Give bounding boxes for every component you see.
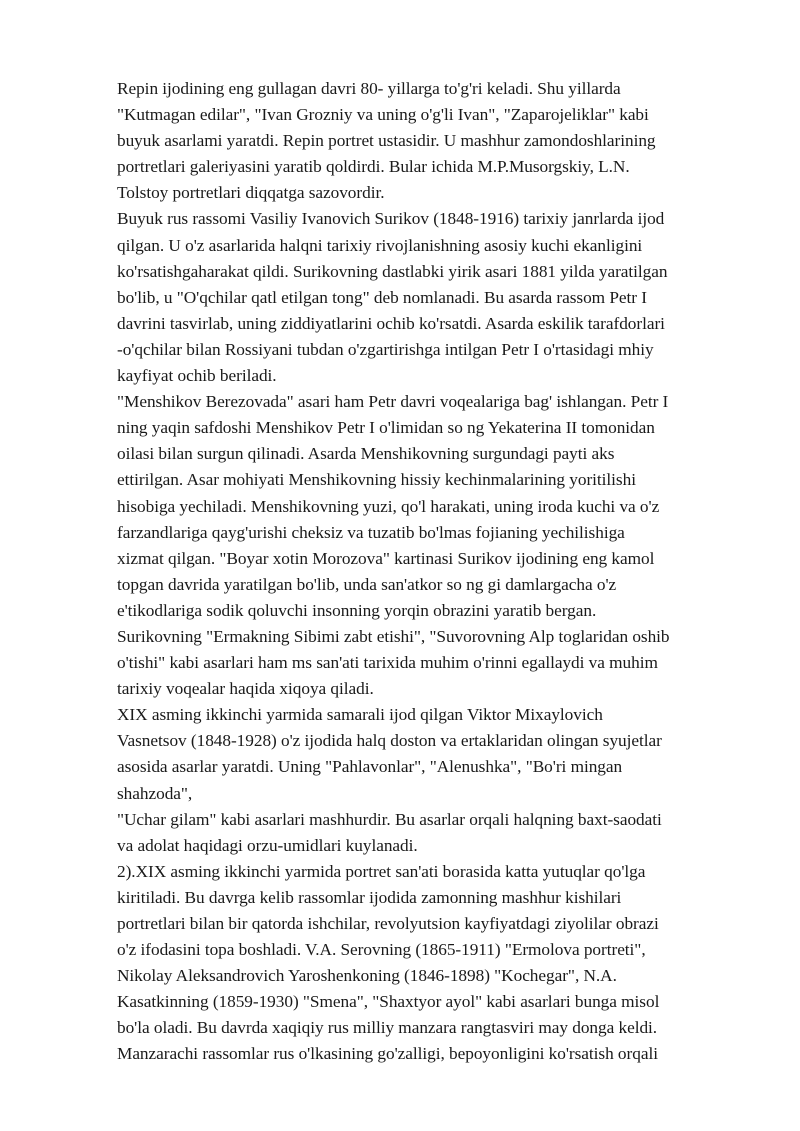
text-line: va adolat haqidagi orzu-umidlari kuylanadi. (117, 835, 418, 855)
text-line: shahzoda", (117, 783, 193, 803)
text-line: ning yaqin safdoshi Menshikov Petr I o'limidan so ng Yekaterina II tomonidan (117, 418, 655, 438)
text-line: "Kutmagan edilar", "Ivan Grozniy va uning o'g'li Ivan", "Zaparojeliklar" kabi (117, 105, 649, 125)
text-line: Buyuk rus rassomi Vasiliy Ivanovich Surikov (1848-1916) tarixiy janrlarda ijod (117, 209, 665, 229)
text-line: ko'rsatishgaharakat qildi. Surikovning dastlabki yirik asari 1881 yilda yaratilgan (117, 261, 668, 281)
text-line: xizmat qilgan. "Boyar xotin Morozova" kartinasi Surikov ijodining eng kamol (117, 548, 655, 568)
text-line: Repin ijodining eng gullagan davri 80- yillarga to'g'ri keladi. Shu yillarda (117, 79, 621, 98)
document-page (117, 76, 747, 1068)
text-line: bo'la oladi. Bu davrda xaqiqiy rus milliy manzara rangtasviri may donga keldi. (117, 1018, 658, 1038)
text-line: Nikolay Aleksandrovich Yaroshenkoning (1846-1898) "Kochegar", N.A. (117, 966, 617, 986)
text-line: buyuk asarlami yaratdi. Repin portret ustasidir. U mashhur zamondoshlarining (117, 131, 656, 151)
paragraph (117, 807, 747, 859)
text-line: 2).XIX asming ikkinchi yarmida portret san'ati borasida katta yutuqlar qo'lga (117, 861, 646, 881)
text-line: Vasnetsov (1848-1928) o'z ijodida halq doston va ertaklaridan olingan syujetlar (117, 731, 662, 751)
paragraph (117, 206, 747, 389)
text-line: Manzarachi rassomlar rus o'lkasining go'zalligi, bepoyonligini ko'rsatish orqali (117, 1044, 658, 1064)
paragraph (117, 389, 747, 702)
text-line: o'tishi" kabi asarlari ham ms san'ati tarixida muhim o'rinni egallaydi va muhim (117, 653, 658, 673)
text-line: qilgan. U o'z asarlarida halqni tarixiy rivojlanishning asosiy kuchi ekanligini (117, 235, 643, 255)
text-line: "Menshikov Berezovada" asari ham Petr davri voqealariga bag' ishlangan. Petr I (117, 392, 669, 412)
text-line: ettirilgan. Asar mohiyati Menshikovning hissiy kechinmalarining yoritilishi (117, 470, 636, 490)
text-line: Kasatkinning (1859-1930) "Smena", "Shaxtyor ayol" kabi asarlari bunga misol (117, 992, 660, 1012)
text-line: -o'qchilar bilan Rossiyani tubdan o'zgartirishga intilgan Petr I o'rtasidagi mhiy (117, 339, 654, 359)
text-line: hisobiga yechiladi. Menshikovning yuzi, qo'l harakati, uning iroda kuchi va o'z (117, 496, 660, 516)
text-line: Tolstoy portretlari diqqatga sazovordir. (117, 183, 385, 203)
text-line: topgan davrida yaratilgan bo'lib, unda san'atkor so ng gi damlargacha o'z (117, 574, 617, 594)
text-line: farzandlariga qayg'urishi cheksiz va tuzatib bo'lmas fojianing yechilishiga (117, 522, 625, 542)
text-line: oilasi bilan surgun qilinadi. Asarda Menshikovning surgundagi payti aks (117, 444, 615, 464)
text-line: portretlari galeriyasini yaratib qoldirdi. Bular ichida M.P.Musorgskiy, L.N. (117, 157, 630, 177)
text-line: XIX asming ikkinchi yarmida samarali ijod qilgan Viktor Mixaylovich (117, 705, 603, 725)
text-line: bo'lib, u "O'qchilar qatl etilgan tong" deb nomlanadi. Bu asarda rassom Petr I (117, 287, 647, 307)
text-line: o'z ifodasini topa boshladi. V.A. Serovning (1865-1911) "Ermolova portreti", (117, 940, 646, 960)
text-line: asosida asarlar yaratdi. Uning "Pahlavonlar", "Alenushka", "Bo'ri mingan (117, 757, 623, 777)
text-line: "Uchar gilam" kabi asarlari mashhurdir. Bu asarlar orqali halqning baxt-saodati (117, 809, 662, 829)
text-line: e'tikodlariga sodik qoluvchi insonning yorqin obrazini yaratib bergan. (117, 600, 597, 620)
text-line: portretlari bilan bir qatorda ishchilar, revolyutsion kayfiyatdagi ziyolilar obrazi (117, 914, 659, 933)
paragraph (117, 859, 747, 1068)
paragraph (117, 76, 747, 206)
text-line: kayfiyat ochib beriladi. (117, 366, 277, 386)
paragraph (117, 702, 747, 806)
text-line: kiritiladi. Bu davrga kelib rassomlar ijodida zamonning mashhur kishilari (117, 887, 622, 907)
text-line: Surikovning "Ermakning Sibimi zabt etishi", "Suvorovning Alp toglaridan oshib (117, 626, 670, 646)
text-line: tarixiy voqealar haqida xiqoya qiladi. (117, 679, 374, 699)
text-line: davrini tasvirlab, uning ziddiyatlarini ochib ko'rsatdi. Asarda eskilik tarafdorlari (117, 313, 665, 333)
